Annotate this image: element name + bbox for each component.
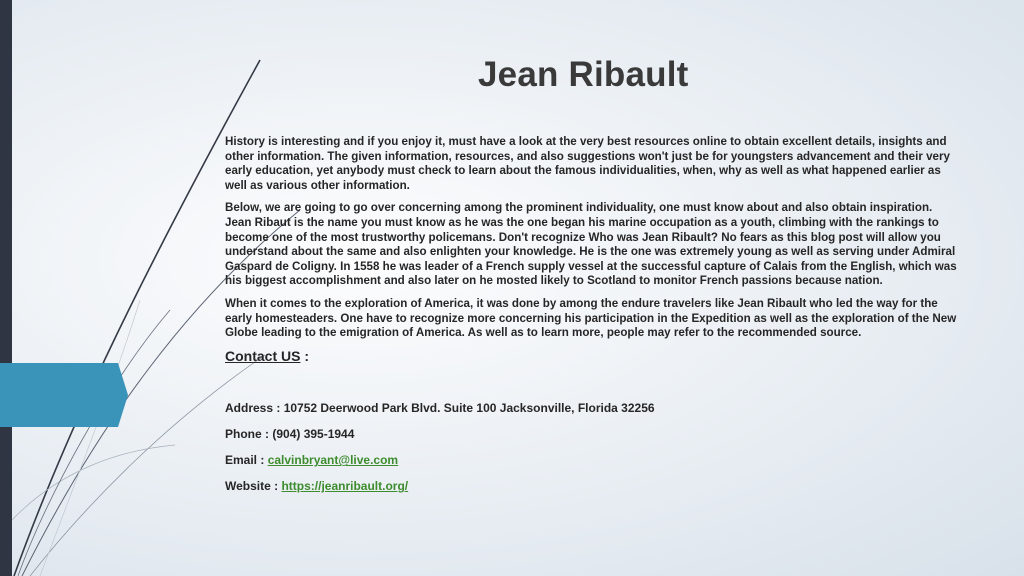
paragraph-biography: Below, we are going to go over concerning among the prominent individuality, one must know about and also obtain inspiration. Jean Ribaut is the name you must know as he was the one began his marine occupation as a youth, climbing with the rankings to become one of the most trustworthy policemans. Don't recognize Who was Jean Ribault? No fears as this blog post will allow you understand about the same and also enlighten your knowledge. He is the one was extremely young as well as serving under Admiral Gaspard de Coligny. In 1558 he was leader of a French supply vessel at the successful capture of Calais from the English, which was his biggest accomplishment and also later on he mosted likely to Scotland to monitor French passions because nation. <box>225 201 957 288</box>
contact-us-link[interactable]: Contact US <box>225 347 301 364</box>
website-link[interactable]: https://jeanribault.org/ <box>281 479 409 494</box>
paragraph-exploration: When it comes to the exploration of America, it was done by among the endure travelers like Jean Ribault who led the way for the early homesteaders. One have to recognize more concerning his participation in the Expedition as well as the exploration of the New Globe leading to the emigration of America. As well as to learn more, people may refer to the recommended source. <box>225 296 957 340</box>
slide-accent-tab <box>0 363 128 427</box>
phone-line <box>225 427 961 441</box>
paragraph-intro: History is interesting and if you enjoy it, must have a look at the very best resources online to obtain excellent details, insights and other information. The given information, resources, and also suggestions won't just be for youngsters advancement and their very early education, yet anybody must check to learn about the famous individualities, when, why as well as what happened earlier as well as various other information. <box>225 135 950 192</box>
contact-info <box>225 401 961 493</box>
phone-value: (904) 395-1944 <box>272 427 355 442</box>
address-line <box>225 401 961 415</box>
main-content <box>225 135 961 505</box>
email-line <box>225 453 961 467</box>
phone-label: Phone : <box>225 427 273 442</box>
website-line <box>225 479 961 493</box>
website-label: Website : <box>225 479 282 494</box>
contact-heading <box>225 349 961 364</box>
address-value: 10752 Deerwood Park Blvd. Suite 100 Jacksonville, Florida 32256 <box>283 401 655 416</box>
address-label: Address : <box>225 401 284 416</box>
page-title: Jean Ribault <box>478 55 689 94</box>
email-label: Email : <box>225 453 268 468</box>
email-link[interactable]: calvinbryant@live.com <box>267 453 399 468</box>
contact-suffix: : <box>300 347 310 364</box>
